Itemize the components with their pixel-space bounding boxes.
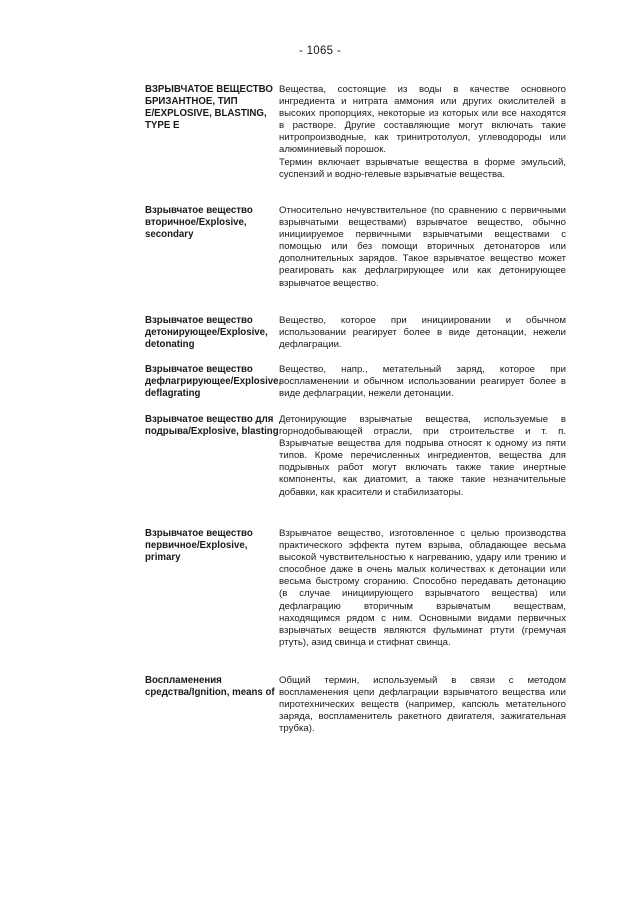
definition-paragraph: Вещества, состоящие из воды в качестве основного ингредиента и нитрата аммония или других окислителей в высоких пропорциях, некоторые из которых или все находятся в растворе. Другие составляющие могут включать такие нитропроизводные, как тринитротолуол, углеводороды или алюминиевый порошок. [279,84,566,156]
entry-term: Взрывчатое вещество первичное/Explosive, primary [145,528,253,564]
entry-definition [279,675,566,735]
entry-definition [279,84,566,205]
definition-paragraph: Детонирующие взрывчатые вещества, используемые в горнодобывающей отрасли, при строительстве и т. п. Взрывчатые вещества для подрыва относят к одному из пяти типов. Кроме перечисленных ингредиентов, вещества для подрывных работ могут включать также такие инертные компоненты, как диатомит, а также такие незначительные добавки, как красители и стабилизаторы. [279,414,566,498]
entry-term: Взрывчатое вещество дефлагрирующее/Explosive, deflagrating [145,364,282,400]
page-number: - 1065 - [298,45,342,57]
glossary-entry [145,205,566,315]
definition-paragraph: Общий термин, используемый в связи с методом воспламенения цепи дефлаграции взрывчатого вещества или пиротехнических веществ (например, капсюль метательного заряда, воспламенитель ракетного двигателя, зажигательная трубка). [279,675,566,735]
glossary-entry [145,315,566,364]
glossary-entry [145,528,566,675]
definition-paragraph: Относительно нечувствительное (по сравнению с первичными взрывчатыми веществами) взрывчатое вещество, обычно инициируемое первичными взрывчатыми веществами с помощью или без помощи вторичных детонаторов или дополнительных зарядов. Такое взрывчатое вещество может реагировать как дефлагрирующее или как детонирующее взрывчатое вещество. [279,205,566,289]
entry-definition [279,414,566,528]
entry-term: ВЗРЫВЧАТОЕ ВЕЩЕСТВО БРИЗАНТНОЕ, ТИП E/EXPLOSIVE, BLASTING, TYPE E [145,84,273,132]
glossary-entry [145,364,566,414]
definition-paragraph: Взрывчатое вещество, изготовленное с целью производства практического эффекта путем взрыва, обладающее весьма высокой чувствительностью к нагреванию, удару или трению и способное даже в очень малых количествах к детонации или весьма быстрому сгоранию. Способно передавать детонацию (в случае инициирующего взрывчатого вещества) или дефлаграцию вторичным взрывчатым веществам, находящимся рядом с ним. Основными видами первичных взрывчатых веществ являются фульминат ртути (гремучая ртуть), азид свинца и стифнат свинца. [279,528,566,648]
glossary-entry [145,84,566,205]
entry-term: Воспламенения средства/Ignition, means of [145,675,275,699]
entry-definition [279,364,566,414]
definition-paragraph: Термин включает взрывчатые вещества в форме эмульсий, суспензий и водно-гелевые взрывчатые вещества. [279,156,566,180]
glossary [145,84,566,735]
entry-definition [279,528,566,675]
entry-term: Взрывчатое вещество детонирующее/Explosive, detonating [145,315,268,351]
glossary-entry [145,675,566,735]
entry-term: Взрывчатое вещество для подрыва/Explosive, blasting [145,414,279,438]
entry-definition [279,205,566,315]
glossary-entry [145,414,566,528]
entry-definition [279,315,566,364]
entry-term: Взрывчатое вещество вторичное/Explosive, secondary [145,205,253,241]
definition-paragraph: Вещество, напр., метательный заряд, которое при воспламенении и обычном использовании реагирует более в виде дефлаграции, нежели детонации. [279,364,566,400]
definition-paragraph: Вещество, которое при инициировании и обычном использовании реагирует более в виде детонации, нежели дефлаграции. [279,315,566,351]
